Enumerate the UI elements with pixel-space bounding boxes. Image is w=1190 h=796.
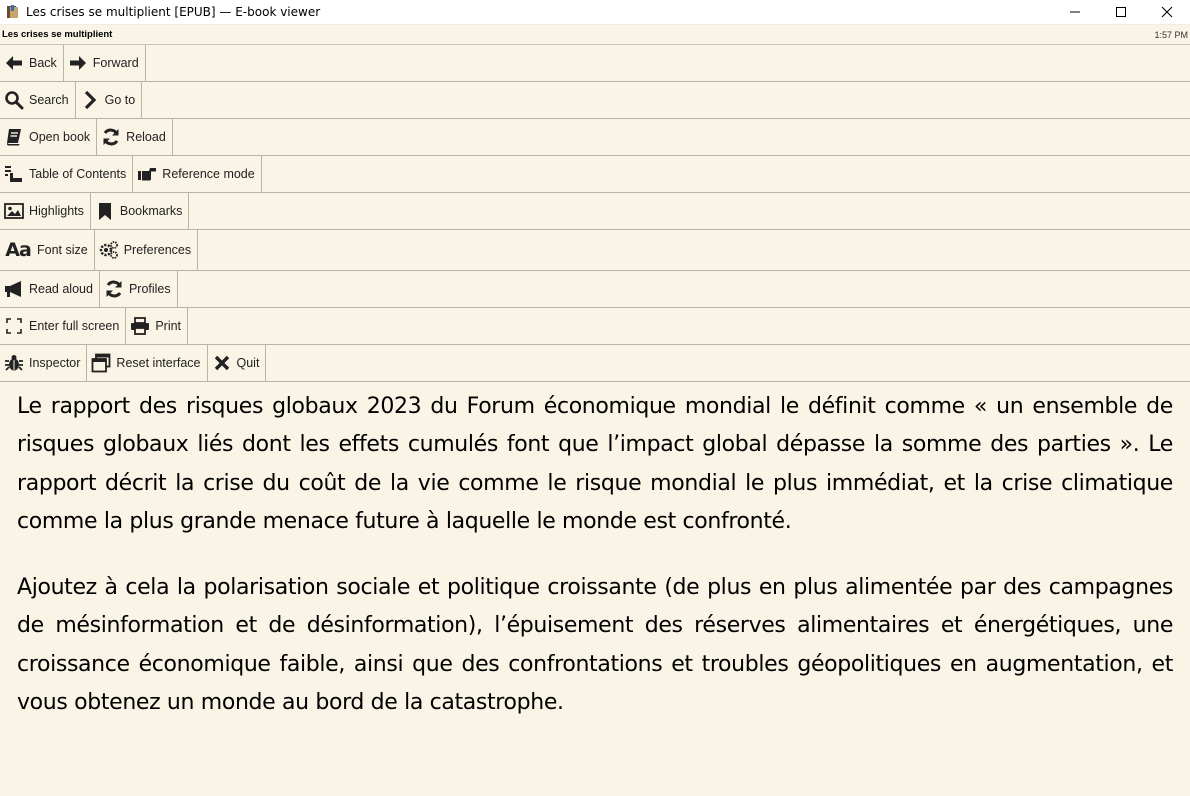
toolbar-spacer (266, 345, 1190, 381)
read-aloud-button[interactable] (0, 271, 100, 307)
bookmark-icon (94, 200, 116, 222)
maximize-button[interactable] (1098, 0, 1144, 24)
preferences-label: Preferences (123, 243, 192, 257)
maximize-icon (1115, 6, 1127, 18)
gears-icon (98, 239, 120, 261)
toolbar-row (0, 345, 1190, 382)
back-label: Back (29, 56, 57, 70)
profiles-label: Profiles (128, 282, 171, 296)
highlights-label: Highlights (29, 204, 84, 218)
print-label: Print (155, 319, 182, 333)
chevron-right-icon (79, 89, 101, 111)
book-content (0, 382, 1190, 722)
toolbar-spacer (142, 82, 1190, 118)
toc-label: Table of Contents (29, 167, 127, 181)
print-button[interactable] (126, 308, 188, 344)
toolbar-spacer (189, 193, 1190, 229)
inspector-button[interactable] (0, 345, 87, 381)
font-size-icon: Aa (5, 239, 31, 261)
toc-icon (3, 163, 25, 185)
refresh-icon (103, 278, 125, 300)
toolbar-spacer (173, 119, 1190, 155)
toolbar-spacer (178, 271, 1190, 307)
reload-label: Reload (126, 130, 166, 144)
toolbar (0, 45, 1190, 382)
image-icon (3, 200, 25, 222)
arrow-right-icon (67, 52, 89, 74)
bookmarks-label: Bookmarks (119, 204, 183, 218)
quit-button[interactable] (208, 345, 267, 381)
forward-button[interactable] (64, 45, 146, 81)
preferences-button[interactable] (95, 230, 198, 270)
windows-icon (90, 352, 112, 374)
toolbar-row (0, 230, 1190, 271)
fullscreen-icon (3, 315, 25, 337)
reset-interface-button[interactable] (87, 345, 207, 381)
font-size-label: Font size (37, 243, 88, 257)
toolbar-row (0, 156, 1190, 193)
toolbar-row (0, 119, 1190, 156)
paragraph: Le rapport des risques globaux 2023 du Forum économique mondial le définit comme « un ensemble de risques globaux liés dont les effets cumulés font que l’impact global dépasse la somme des parties ». Le rapport décrit la crise du coût de la vie comme le risque mondial le plus immédiat, et la crise climatique comme la plus grande menace future à laquelle le monde est confronté. (17, 394, 1173, 534)
back-button[interactable] (0, 45, 64, 81)
toolbar-row (0, 308, 1190, 345)
goto-label: Go to (104, 93, 136, 107)
open-book-label: Open book (29, 130, 91, 144)
toolbar-row (0, 45, 1190, 82)
toolbar-row (0, 193, 1190, 230)
paragraph: Ajoutez à cela la polarisation sociale et politique croissante (de plus en plus alimentée par des campagnes de mésinformation et de désinformation), l’épuisement des réserves alimentaires et énergétiques, une croissance économique faible, ainsi que des confrontations et troubles géopolitiques en augmentation, et vous obtenez un monde au bord de la catastrophe. (17, 575, 1173, 716)
toolbar-spacer (198, 230, 1190, 270)
window-title: Les crises se multiplient [EPUB] — E-book viewer (26, 5, 321, 19)
quit-label: Quit (236, 356, 260, 370)
clock: 1:57 PM (1154, 29, 1188, 40)
highlights-button[interactable] (0, 193, 91, 229)
toolbar-spacer (146, 45, 1190, 81)
toolbar-row (0, 271, 1190, 308)
ebook-viewer-app-icon (5, 4, 21, 20)
font-size-button[interactable] (0, 230, 95, 270)
close-x-icon (211, 352, 233, 374)
reset-interface-label: Reset interface (116, 356, 201, 370)
fullscreen-button[interactable] (0, 308, 126, 344)
fullscreen-label: Enter full screen (29, 319, 120, 333)
toolbar-row (0, 82, 1190, 119)
bookmarks-button[interactable] (91, 193, 190, 229)
bug-icon (3, 352, 25, 374)
read-aloud-label: Read aloud (29, 282, 93, 296)
profiles-button[interactable] (100, 271, 178, 307)
close-window-button[interactable] (1144, 0, 1190, 24)
minimize-icon (1069, 6, 1081, 18)
search-label: Search (29, 93, 69, 107)
megaphone-icon (3, 278, 25, 300)
close-icon (1161, 6, 1173, 18)
book-title: Les crises se multiplient (2, 29, 113, 40)
table-of-contents-button[interactable] (0, 156, 133, 192)
search-button[interactable] (0, 82, 76, 118)
reference-mode-label: Reference mode (162, 167, 255, 181)
search-icon (3, 89, 25, 111)
inspector-label: Inspector (29, 356, 81, 370)
book-header (0, 25, 1190, 45)
toolbar-spacer (188, 308, 1190, 344)
arrow-left-icon (3, 52, 25, 74)
minimize-button[interactable] (1052, 0, 1098, 24)
reload-button[interactable] (97, 119, 173, 155)
toolbar-spacer (262, 156, 1190, 192)
reference-mode-button[interactable] (133, 156, 261, 192)
pointing-hand-icon (136, 163, 158, 185)
goto-button[interactable] (76, 82, 143, 118)
book-icon (3, 126, 25, 148)
forward-label: Forward (92, 56, 139, 70)
refresh-icon (100, 126, 122, 148)
open-book-button[interactable] (0, 119, 97, 155)
window-title-bar (0, 0, 1190, 25)
printer-icon (129, 315, 151, 337)
